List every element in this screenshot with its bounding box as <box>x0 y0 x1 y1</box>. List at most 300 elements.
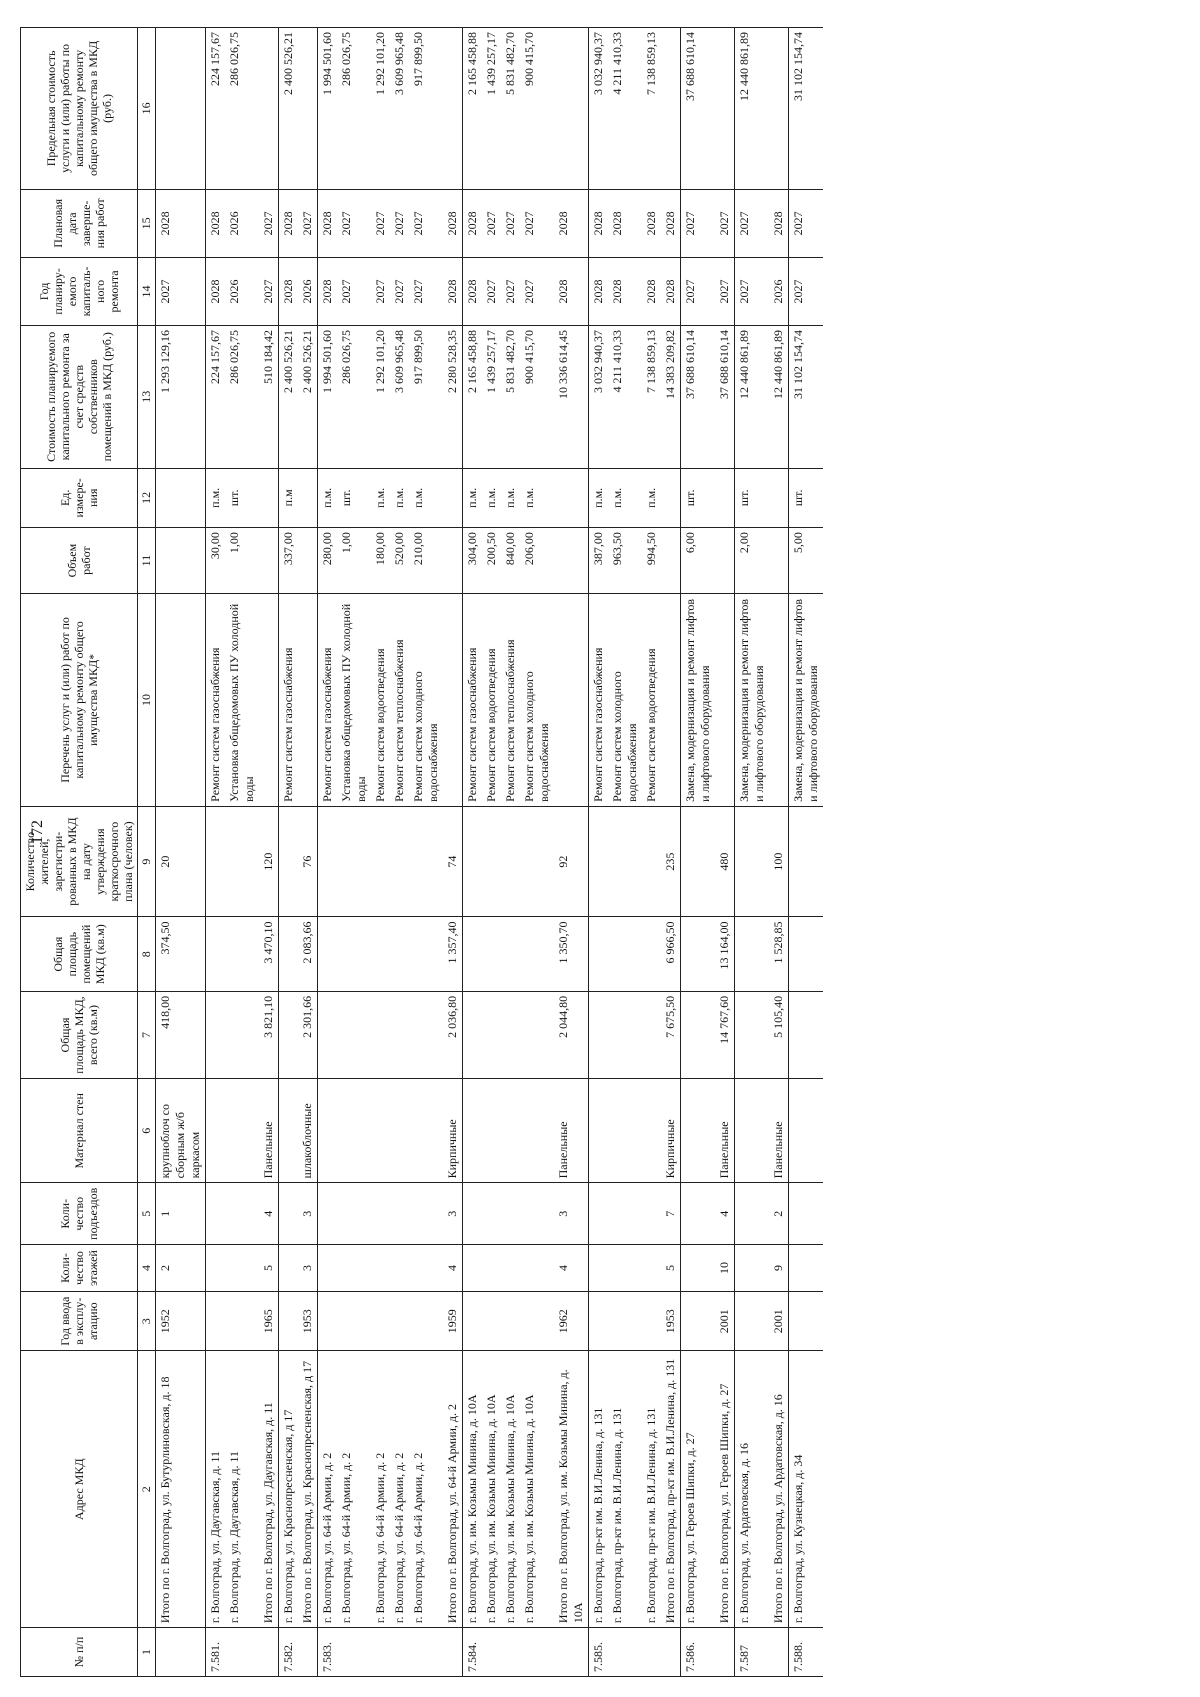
floors-cell <box>206 1245 226 1292</box>
unit-cell <box>156 468 206 528</box>
table-row <box>409 28 443 1677</box>
residents-cell <box>608 806 642 917</box>
row-number <box>661 1628 681 1677</box>
unit-cell: шт. <box>337 468 371 528</box>
owner-cost-cell: 900 415,70 <box>520 325 554 468</box>
commission-year-cell <box>608 1291 642 1351</box>
column-header: Коли-чество этажей <box>21 1245 138 1292</box>
completion-year-cell: 2027 <box>735 189 770 257</box>
repair-year-cell: 2027 <box>520 257 554 325</box>
work-type-cell <box>715 594 735 807</box>
total-area-cell <box>390 991 409 1078</box>
address-cell: г. Волгоград, ул. Даугавская, д. 11 <box>225 1351 259 1628</box>
table-body <box>156 28 824 1677</box>
wall-material-cell <box>390 1079 409 1183</box>
residents-cell: 480 <box>715 806 735 917</box>
unit-cell: п.м <box>279 468 299 528</box>
completion-year-cell: 2027 <box>390 189 409 257</box>
entrances-cell: 1 <box>156 1183 206 1245</box>
repair-year-cell: 2028 <box>608 257 642 325</box>
repair-year-cell: 2027 <box>409 257 443 325</box>
premises-area-cell <box>463 917 483 991</box>
owner-cost-cell: 37 688 610,14 <box>715 325 735 468</box>
work-type-cell: Ремонт систем холодного водоснабжения <box>520 594 554 807</box>
wall-material-cell: Панельные <box>259 1079 279 1183</box>
table-row <box>589 28 609 1677</box>
table-row <box>501 28 520 1677</box>
work-type-cell: Ремонт систем водоотведения <box>642 594 661 807</box>
unit-cell: п.м. <box>318 468 338 528</box>
row-number: 7.587 <box>735 1628 770 1677</box>
work-type-cell <box>259 594 279 807</box>
unit-cell: п.м. <box>409 468 443 528</box>
column-header: Ед. измере-ния <box>21 468 138 528</box>
total-area-cell <box>520 991 554 1078</box>
table-row <box>443 28 463 1677</box>
total-area-cell: 2 301,66 <box>298 991 318 1078</box>
premises-area-cell: 2 083,66 <box>298 917 318 991</box>
residents-cell <box>501 806 520 917</box>
owner-cost-cell: 31 102 154,74 <box>789 325 824 468</box>
row-number: 7.581. <box>206 1628 226 1677</box>
volume-cell: 520,00 <box>390 528 409 594</box>
unit-cell: п.м. <box>589 468 609 528</box>
table-row <box>608 28 642 1677</box>
volume-cell <box>554 528 589 594</box>
entrances-cell: 3 <box>554 1183 589 1245</box>
repair-year-cell: 2026 <box>769 257 789 325</box>
capital-repair-table <box>20 27 823 1677</box>
wall-material-cell <box>206 1079 226 1183</box>
entrances-cell <box>520 1183 554 1245</box>
owner-cost-cell: 1 292 101,20 <box>371 325 390 468</box>
volume-cell <box>298 528 318 594</box>
row-number <box>259 1628 279 1677</box>
total-area-cell <box>482 991 501 1078</box>
residents-cell <box>371 806 390 917</box>
work-type-cell: Ремонт систем холодного водоснабжения <box>409 594 443 807</box>
residents-cell <box>681 806 716 917</box>
column-number: 10 <box>138 594 156 807</box>
repair-year-cell: 2027 <box>156 257 206 325</box>
row-number: 7.583. <box>318 1628 338 1677</box>
limit-cost-cell: 224 157,67 <box>206 28 226 190</box>
premises-area-cell <box>390 917 409 991</box>
table-row <box>789 28 824 1677</box>
row-number <box>156 1628 206 1677</box>
commission-year-cell <box>789 1291 824 1351</box>
total-area-cell <box>279 991 299 1078</box>
owner-cost-cell: 286 026,75 <box>225 325 259 468</box>
limit-cost-cell <box>443 28 463 190</box>
total-area-cell: 2 036,80 <box>443 991 463 1078</box>
limit-cost-cell: 3 032 940,37 <box>589 28 609 190</box>
completion-year-cell: 2028 <box>206 189 226 257</box>
table-row <box>769 28 789 1677</box>
entrances-cell <box>463 1183 483 1245</box>
completion-year-cell: 2027 <box>298 189 318 257</box>
row-number <box>337 1628 371 1677</box>
entrances-cell <box>642 1183 661 1245</box>
floors-cell <box>318 1245 338 1292</box>
unit-cell <box>443 468 463 528</box>
address-cell: Итого по г. Волгоград, ул. Ардатовская, д. 16 <box>769 1351 789 1628</box>
wall-material-cell <box>463 1079 483 1183</box>
row-number: 7.588. <box>789 1628 824 1677</box>
unit-cell <box>259 468 279 528</box>
table-row <box>337 28 371 1677</box>
premises-area-cell: 374,50 <box>156 917 206 991</box>
residents-cell: 76 <box>298 806 318 917</box>
address-cell: Итого по г. Волгоград, ул. 64-й Армии, д. 2 <box>443 1351 463 1628</box>
column-number: 12 <box>138 468 156 528</box>
column-number: 2 <box>138 1351 156 1628</box>
commission-year-cell <box>318 1291 338 1351</box>
commission-year-cell <box>501 1291 520 1351</box>
total-area-cell <box>409 991 443 1078</box>
premises-area-cell: 1 350,70 <box>554 917 589 991</box>
work-type-cell: Ремонт систем газоснабжения <box>318 594 338 807</box>
completion-year-cell: 2027 <box>520 189 554 257</box>
owner-cost-cell: 5 831 482,70 <box>501 325 520 468</box>
wall-material-cell <box>482 1079 501 1183</box>
wall-material-cell <box>520 1079 554 1183</box>
column-number: 8 <box>138 917 156 991</box>
completion-year-cell: 2028 <box>642 189 661 257</box>
premises-area-cell <box>589 917 609 991</box>
column-header: Адрес МКД <box>21 1351 138 1628</box>
volume-cell <box>715 528 735 594</box>
unit-cell: п.м. <box>642 468 661 528</box>
owner-cost-cell: 1 293 129,16 <box>156 325 206 468</box>
commission-year-cell <box>482 1291 501 1351</box>
repair-year-cell: 2028 <box>206 257 226 325</box>
address-cell: г. Волгоград, пр-кт им. В.И.Ленина, д. 131 <box>608 1351 642 1628</box>
table-row <box>206 28 226 1677</box>
volume-cell: 994,50 <box>642 528 661 594</box>
work-type-cell: Ремонт систем холодного водоснабжения <box>608 594 642 807</box>
premises-area-cell <box>642 917 661 991</box>
entrances-cell: 7 <box>661 1183 681 1245</box>
work-type-cell: Установка общедомовых ПУ холодной воды <box>225 594 259 807</box>
volume-cell: 2,00 <box>735 528 770 594</box>
entrances-cell <box>589 1183 609 1245</box>
total-area-cell: 3 821,10 <box>259 991 279 1078</box>
wall-material-cell <box>789 1079 824 1183</box>
repair-year-cell: 2028 <box>279 257 299 325</box>
wall-material-cell <box>318 1079 338 1183</box>
total-area-cell <box>589 991 609 1078</box>
completion-year-cell: 2028 <box>769 189 789 257</box>
row-number <box>642 1628 661 1677</box>
premises-area-cell <box>681 917 716 991</box>
volume-cell: 180,00 <box>371 528 390 594</box>
volume-cell <box>443 528 463 594</box>
entrances-cell <box>501 1183 520 1245</box>
wall-material-cell <box>409 1079 443 1183</box>
row-number <box>482 1628 501 1677</box>
unit-cell: п.м. <box>608 468 642 528</box>
wall-material-cell <box>501 1079 520 1183</box>
column-header: Плановая дата заверше-ния работ <box>21 189 138 257</box>
owner-cost-cell: 4 211 410,33 <box>608 325 642 468</box>
row-number <box>225 1628 259 1677</box>
floors-cell: 3 <box>298 1245 318 1292</box>
address-cell: г. Волгоград, пр-кт им. В.И.Ленина, д. 131 <box>642 1351 661 1628</box>
volume-cell: 280,00 <box>318 528 338 594</box>
premises-area-cell <box>482 917 501 991</box>
floors-cell <box>642 1245 661 1292</box>
completion-year-cell: 2027 <box>337 189 371 257</box>
entrances-cell: 2 <box>769 1183 789 1245</box>
limit-cost-cell: 12 440 861,89 <box>735 28 770 190</box>
entrances-cell <box>735 1183 770 1245</box>
column-header: Год планиру-емого капиталь-ного ремонта <box>21 257 138 325</box>
row-number: 7.584. <box>463 1628 483 1677</box>
table-row <box>463 28 483 1677</box>
commission-year-cell: 2001 <box>769 1291 789 1351</box>
floors-cell: 5 <box>259 1245 279 1292</box>
address-cell: г. Волгоград, ул. Кузнецкая, д. 34 <box>789 1351 824 1628</box>
repair-year-cell: 2027 <box>715 257 735 325</box>
row-number <box>298 1628 318 1677</box>
owner-cost-cell: 12 440 861,89 <box>735 325 770 468</box>
owner-cost-cell: 2 400 526,21 <box>279 325 299 468</box>
entrances-cell <box>681 1183 716 1245</box>
limit-cost-cell: 5 831 482,70 <box>501 28 520 190</box>
premises-area-cell: 3 470,10 <box>259 917 279 991</box>
row-number <box>371 1628 390 1677</box>
limit-cost-cell <box>715 28 735 190</box>
wall-material-cell <box>279 1079 299 1183</box>
floors-cell <box>390 1245 409 1292</box>
repair-year-cell: 2027 <box>681 257 716 325</box>
owner-cost-cell: 10 336 614,45 <box>554 325 589 468</box>
address-cell: г. Волгоград, ул. 64-й Армии, д. 2 <box>318 1351 338 1628</box>
column-header: Стоимость планируемого капитального ремонта за счет средств собственников помещений в МКД (руб.) <box>21 325 138 468</box>
volume-cell: 840,00 <box>501 528 520 594</box>
address-cell: г. Волгоград, ул. Героев Шипки, д. 27 <box>681 1351 716 1628</box>
address-cell: Итого по г. Волгоград, ул. Бутурлиновская, д. 18 <box>156 1351 206 1628</box>
residents-cell <box>318 806 338 917</box>
row-number <box>520 1628 554 1677</box>
unit-cell: п.м. <box>482 468 501 528</box>
work-type-cell: Ремонт систем газоснабжения <box>279 594 299 807</box>
volume-cell: 210,00 <box>409 528 443 594</box>
volume-cell: 304,00 <box>463 528 483 594</box>
commission-year-cell: 1952 <box>156 1291 206 1351</box>
volume-cell: 206,00 <box>520 528 554 594</box>
volume-cell: 387,00 <box>589 528 609 594</box>
entrances-cell <box>409 1183 443 1245</box>
premises-area-cell <box>318 917 338 991</box>
column-number: 15 <box>138 189 156 257</box>
unit-cell: п.м. <box>206 468 226 528</box>
premises-area-cell <box>520 917 554 991</box>
completion-year-cell: 2028 <box>589 189 609 257</box>
table-row <box>225 28 259 1677</box>
wall-material-cell <box>735 1079 770 1183</box>
total-area-cell <box>608 991 642 1078</box>
work-type-cell: Замена, модернизация и ремонт лифтов и лифтового оборудования <box>735 594 770 807</box>
repair-year-cell: 2027 <box>259 257 279 325</box>
work-type-cell <box>443 594 463 807</box>
entrances-cell: 3 <box>443 1183 463 1245</box>
residents-cell <box>463 806 483 917</box>
completion-year-cell: 2028 <box>608 189 642 257</box>
work-type-cell <box>554 594 589 807</box>
address-cell: г. Волгоград, ул. им. Козьмы Минина, д. 10А <box>463 1351 483 1628</box>
entrances-cell <box>279 1183 299 1245</box>
work-type-cell <box>769 594 789 807</box>
wall-material-cell <box>681 1079 716 1183</box>
wall-material-cell <box>225 1079 259 1183</box>
residents-cell <box>789 806 824 917</box>
wall-material-cell: Кирпичные <box>661 1079 681 1183</box>
limit-cost-cell: 1 994 501,60 <box>318 28 338 190</box>
work-type-cell: Ремонт систем газоснабжения <box>206 594 226 807</box>
page-number: 172 <box>29 820 46 844</box>
completion-year-cell: 2027 <box>715 189 735 257</box>
completion-year-cell: 2027 <box>409 189 443 257</box>
volume-cell: 1,00 <box>337 528 371 594</box>
volume-cell: 200,50 <box>482 528 501 594</box>
repair-year-cell: 2027 <box>735 257 770 325</box>
work-type-cell: Ремонт систем водоотведения <box>371 594 390 807</box>
completion-year-cell: 2027 <box>681 189 716 257</box>
floors-cell <box>463 1245 483 1292</box>
floors-cell <box>279 1245 299 1292</box>
premises-area-cell <box>371 917 390 991</box>
table-row <box>259 28 279 1677</box>
floors-cell <box>482 1245 501 1292</box>
completion-year-cell: 2026 <box>225 189 259 257</box>
total-area-cell <box>225 991 259 1078</box>
commission-year-cell <box>642 1291 661 1351</box>
row-number <box>554 1628 589 1677</box>
floors-cell: 5 <box>661 1245 681 1292</box>
work-type-cell <box>156 594 206 807</box>
unit-cell <box>554 468 589 528</box>
table-row <box>318 28 338 1677</box>
row-number <box>443 1628 463 1677</box>
column-number: 9 <box>138 806 156 917</box>
column-header: Количество жителей, зарегистри-рованных в МКД на дату утверждения краткосрочного плана (человек) <box>21 806 138 917</box>
residents-cell <box>735 806 770 917</box>
total-area-cell <box>337 991 371 1078</box>
floors-cell <box>409 1245 443 1292</box>
owner-cost-cell: 510 184,42 <box>259 325 279 468</box>
work-type-cell: Замена, модернизация и ремонт лифтов и лифтового оборудования <box>789 594 824 807</box>
limit-cost-cell: 286 026,75 <box>337 28 371 190</box>
completion-year-cell: 2028 <box>661 189 681 257</box>
unit-cell: п.м. <box>371 468 390 528</box>
owner-cost-cell: 3 609 965,48 <box>390 325 409 468</box>
work-type-cell <box>298 594 318 807</box>
total-area-cell: 14 767,60 <box>715 991 735 1078</box>
table-row <box>735 28 770 1677</box>
volume-cell: 30,00 <box>206 528 226 594</box>
premises-area-cell <box>225 917 259 991</box>
repair-year-cell: 2027 <box>337 257 371 325</box>
row-number <box>608 1628 642 1677</box>
repair-year-cell: 2027 <box>390 257 409 325</box>
work-type-cell: Ремонт систем теплоснабжения <box>390 594 409 807</box>
column-number: 6 <box>138 1079 156 1183</box>
repair-year-cell: 2027 <box>482 257 501 325</box>
column-number: 1 <box>138 1628 156 1677</box>
limit-cost-cell: 1 292 101,20 <box>371 28 390 190</box>
commission-year-cell <box>390 1291 409 1351</box>
limit-cost-cell <box>298 28 318 190</box>
owner-cost-cell: 1 994 501,60 <box>318 325 338 468</box>
limit-cost-cell: 7 138 859,13 <box>642 28 661 190</box>
column-header: Общая площадь помещений МКД (кв.м) <box>21 917 138 991</box>
repair-year-cell: 2028 <box>642 257 661 325</box>
owner-cost-cell: 37 688 610,14 <box>681 325 716 468</box>
unit-cell: шт. <box>225 468 259 528</box>
table-row <box>390 28 409 1677</box>
commission-year-cell <box>371 1291 390 1351</box>
repair-year-cell: 2026 <box>298 257 318 325</box>
table-row <box>642 28 661 1677</box>
limit-cost-cell: 3 609 965,48 <box>390 28 409 190</box>
commission-year-cell <box>520 1291 554 1351</box>
row-number: 7.586. <box>681 1628 716 1677</box>
wall-material-cell <box>642 1079 661 1183</box>
commission-year-cell: 1965 <box>259 1291 279 1351</box>
column-header: Перечень услуг и (или) работ по капитальному ремонту общего имущества МКД* <box>21 594 138 807</box>
commission-year-cell <box>463 1291 483 1351</box>
completion-year-cell: 2027 <box>789 189 824 257</box>
entrances-cell <box>206 1183 226 1245</box>
limit-cost-cell: 1 439 257,17 <box>482 28 501 190</box>
owner-cost-cell: 14 383 209,82 <box>661 325 681 468</box>
entrances-cell: 4 <box>715 1183 735 1245</box>
premises-area-cell <box>337 917 371 991</box>
row-number: 7.582. <box>279 1628 299 1677</box>
premises-area-cell <box>501 917 520 991</box>
column-number: 3 <box>138 1291 156 1351</box>
table-row <box>520 28 554 1677</box>
residents-cell <box>206 806 226 917</box>
premises-area-cell: 1 528,85 <box>769 917 789 991</box>
total-area-cell <box>789 991 824 1078</box>
address-cell: г. Волгоград, ул. 64-й Армии, д. 2 <box>371 1351 390 1628</box>
owner-cost-cell: 12 440 861,89 <box>769 325 789 468</box>
wall-material-cell <box>589 1079 609 1183</box>
premises-area-cell <box>789 917 824 991</box>
repair-year-cell: 2028 <box>589 257 609 325</box>
column-header: Общая площадь МКД, всего (кв.м) <box>21 991 138 1078</box>
completion-year-cell: 2028 <box>156 189 206 257</box>
wall-material-cell: Панельные <box>554 1079 589 1183</box>
repair-year-cell: 2028 <box>661 257 681 325</box>
total-area-cell <box>371 991 390 1078</box>
commission-year-cell: 1962 <box>554 1291 589 1351</box>
completion-year-cell: 2027 <box>501 189 520 257</box>
wall-material-cell <box>608 1079 642 1183</box>
floors-cell <box>589 1245 609 1292</box>
column-number: 7 <box>138 991 156 1078</box>
column-number: 11 <box>138 528 156 594</box>
address-cell: г. Волгоград, ул. 64-й Армии, д. 2 <box>409 1351 443 1628</box>
address-cell: Итого по г. Волгоград, ул. Краснопресненская, д 17 <box>298 1351 318 1628</box>
column-header: № п/п <box>21 1628 138 1677</box>
volume-cell: 1,00 <box>225 528 259 594</box>
column-header: Предельная стоимость услуги и (или) работы по капитальному ремонту общего имущества в МКД (руб.) <box>21 28 138 190</box>
repair-year-cell: 2027 <box>501 257 520 325</box>
